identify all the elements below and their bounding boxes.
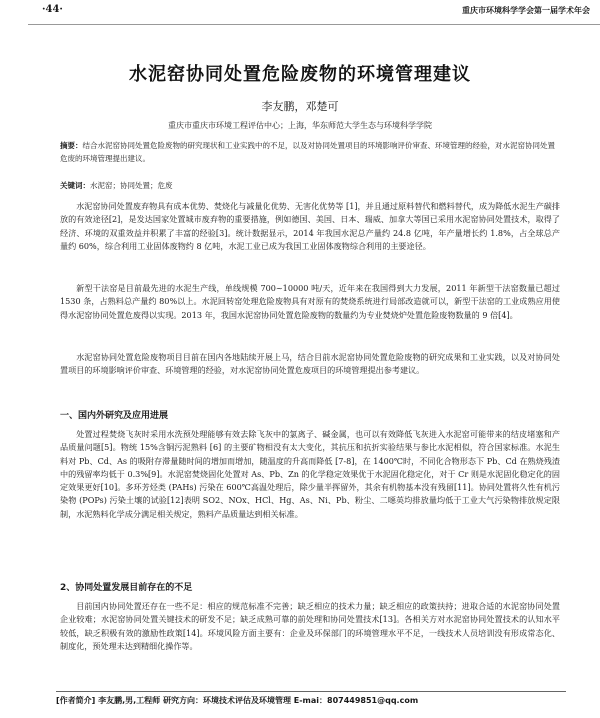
venue-title: 重庆市环境科学学会第一届学术年会 [462, 6, 590, 15]
section-heading-2: 2、协同处置发展目前存在的不足 [60, 583, 193, 593]
running-header [28, 0, 600, 25]
abstract-text: 结合水泥窑协同处置危险废物的研究现状和工业实践中的不足，以及对协同处置项目的环境影响评价审查、环境管理的经验，对水泥窑协同处置危废的环境管理提出建议。 [60, 141, 555, 163]
abstract-label: 摘要： [60, 141, 83, 150]
page-number: ·44· [42, 4, 63, 15]
keywords-label: 关键词： [60, 181, 90, 190]
authors: 李友鹏，邓楚可 [261, 100, 339, 113]
affiliation: 重庆市重庆市环境工程评估中心；上海，华东师范大学生态与环境科学学院 [168, 121, 432, 130]
author-footnote: [作者简介] 李友鹏,男,工程师 研究方向：环境技术评估及环境管理 E-mai：807449851@qq.com [56, 691, 566, 706]
paragraph-intro-3: 水泥窑协同处置危险废物项目目前在国内各地陆续开展上马，结合目前水泥窑协同处置危险废物的研究成果和工业实践，以及对协同处置项目的环境影响评价审查、环境管理的经验，对水泥窑协同处置危废项目的环境管理提出参考建议。 [60, 352, 560, 376]
paragraph-intro-2: 新型干法窑是目前最先进的水泥生产线，单线规模 700~10000 吨/天，近年来在我国得到大力发展，2011 年新型干法窑数量已超过 1530 条，占熟料总产量约 80%以上。水泥回转窑处理危险废物具有对原有的焚烧系统进行局部改造就可以，新型干法窑的工业成熟应用使得水泥窑协同处置危废得以实现。2013 年，我国水泥窑协同处置危险废物的数量约为专业焚烧炉处置危险废物数量的 9 倍[4]。 [60, 283, 560, 320]
keywords-text: 水泥窑；协同处置；危废 [90, 181, 173, 190]
abstract [60, 139, 560, 165]
paper-title: 水泥窑协同处置危险废物的环境管理建议 [129, 64, 471, 85]
keywords [60, 180, 560, 191]
paragraph-intro-1: 水泥窑协同处置废弃物具有成本优势、焚烧化与减量化优势、无害化优势等 [1]，并且通过原料替代和燃料替代，成为降低水泥生产碳排放的有效途径[2]，是发达国家处置城市废弃物的重要措施，例如德国、美国、日本、瑞威、加拿大等国已采用水泥窑协同处置技术，取得了经济、环境的双重效益并积累了丰富的经验[3]。统计数据显示，2014 年我国水泥总产量约 24.8 亿吨，年产量增长约 1.8%，占全球总产量约 60%，综合利用工业固体废物约 8 亿吨，水泥工业已成为我国工业固体废物综合利用的主要途径。 [60, 201, 560, 251]
paragraph-shortcomings: 目前国内协同处置还存在一些不足：相应的规范标准不完善；缺乏相应的技术力量；缺乏相应的政策扶持；进取合适的水泥窑协同处置企业较难；水泥窑协同处置关键技术的研发不足；缺乏成熟可靠的前处理和协同处置技术[13]。各相关方对水泥窑协同处置技术的认知水平较低，缺乏积极有效的激励性政策[14]。环境风险方面主要有：企业及环保部门的环境管理水平不足，一线技术人员培训没有形成常态化、制度化，预处理未达到精细化操作等。 [60, 601, 560, 651]
paragraph-research: 处置过程焚烧飞灰时采用水洗预处理能够有效去除飞灰中的氯离子、碱金属，也可以有效降低飞灰进入水泥窑可能带来的结皮堵塞和产品质量问题[5]。物统 15%含铜污泥熟料 [6] 的主要矿物相没有太大变化，其抗压和抗折实验结果与参比水泥相似，符合国家标准。水泥生料对 Pb、Cd、As 的吸附存滞量随时间的增加而增加，随温度的升高而降低 [7-8]，在 1400℃时，不同化合物形态下 Pb、Cd 在熟烧残渣中的残留率均低于 0.3%[9]。水泥窑焚烧固化处置对 As、Pb、Zn 的化学稳定效果优于水泥固化稳定化，对于 Cr 则是水泥固化稳定化的固定效果更好[10]。多环芳烃类 (PAHs) 污染在 600℃高温处理后，除少量半挥留外，其余有机物基本没有残留[11]。协同处置将久性有机污染物 (POPs) 污染土壤的试验[12]表明 SO2、NOx、HCl、Hg、As、Ni、Pb、粉尘、二噁英均排放量均低于工业大气污染物排放规定限制，水泥熟料化学成分满足相关规定，熟料产品质量达到相关标准。 [60, 429, 560, 519]
section-heading-1: 一、国内外研究及应用进展 [60, 411, 169, 421]
